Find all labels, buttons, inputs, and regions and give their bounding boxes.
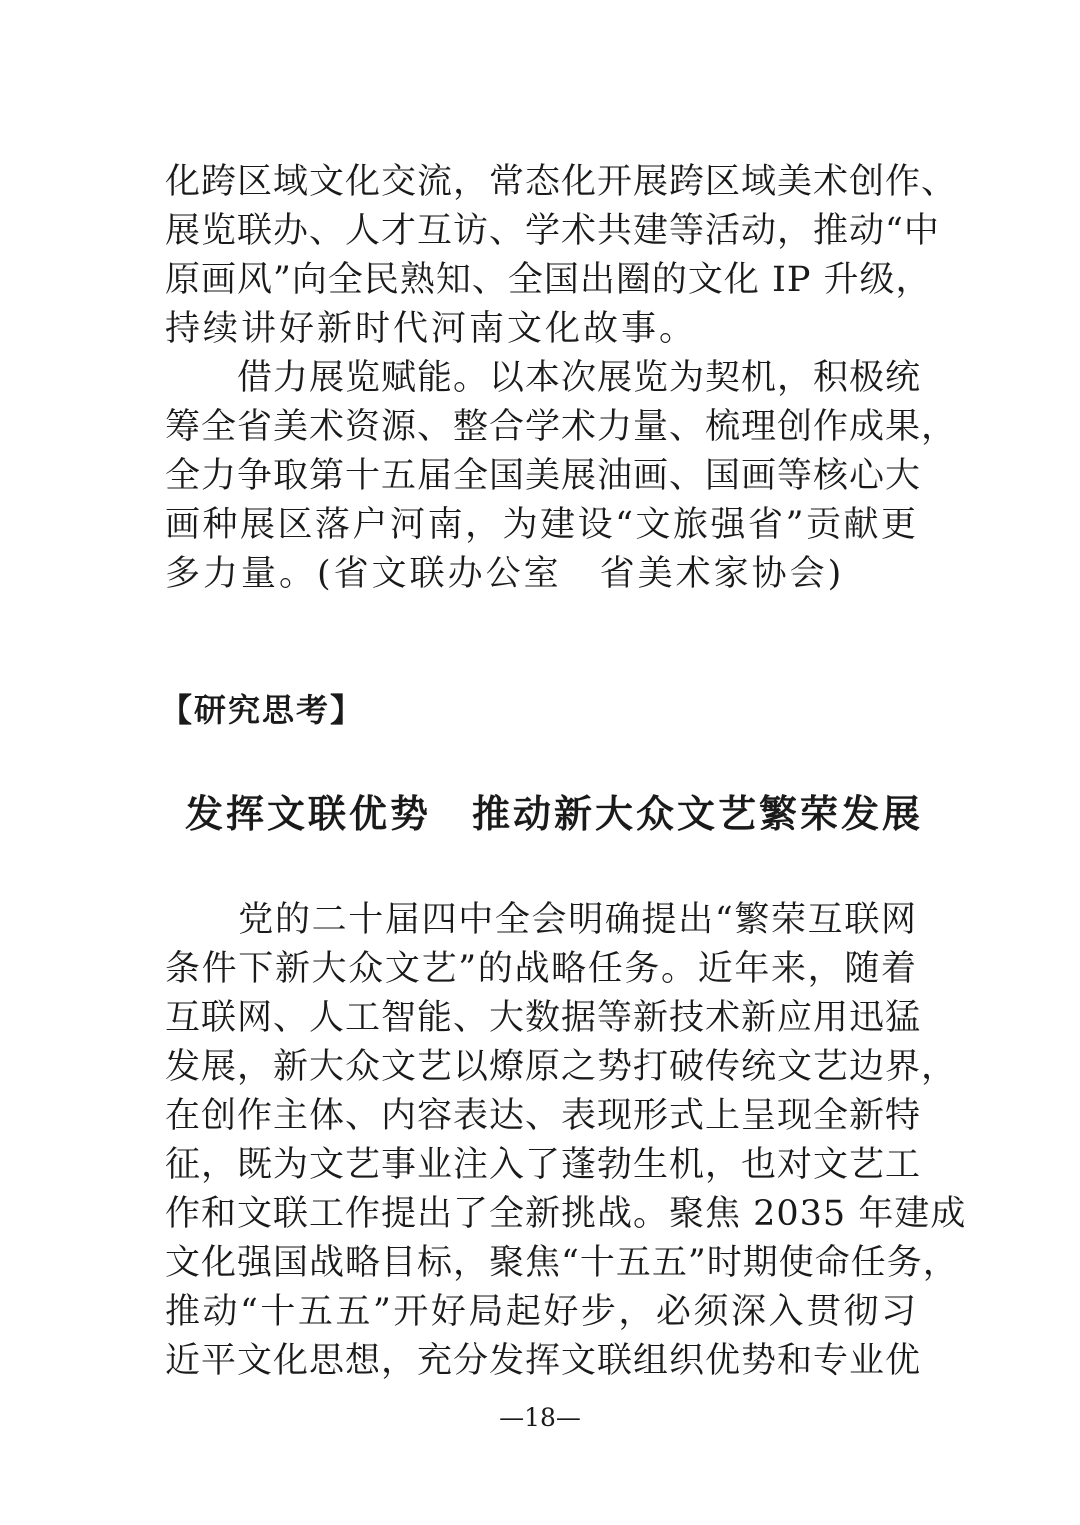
body-text-line: 在创作主体、内容表达、表现形式上呈现全新特 xyxy=(165,1096,922,1136)
body-text-line: 党的二十届四中全会明确提出“繁荣互联网 xyxy=(165,900,917,940)
article-title: 发挥文联优势 推动新大众文艺繁荣发展 xyxy=(185,791,924,836)
body-text-line: 推动“十五五”开好局起好步，必须深入贯彻习 xyxy=(165,1292,917,1332)
body-text-line: 多力量。(省文联办公室 省美术家协会) xyxy=(165,554,845,594)
section-label: 【研究思考】 xyxy=(160,691,365,729)
body-text-line: 原画风”向全民熟知、全国出圈的文化 IP 升级， xyxy=(165,260,932,300)
page-number: —18— xyxy=(499,1403,581,1432)
body-text-line: 全力争取第十五届全国美展油画、国画等核心大 xyxy=(165,456,922,496)
body-text-line: 画种展区落户河南，为建设“文旅强省”贡献更 xyxy=(165,505,917,545)
body-text-line: 条件下新大众文艺”的战略任务。近年来，随着 xyxy=(165,949,917,989)
body-text-line: 发展，新大众文艺以燎原之势打破传统文艺边界， xyxy=(165,1047,958,1087)
body-text-line: 借力展览赋能。以本次展览为契机，积极统 xyxy=(165,358,922,398)
body-text-line: 近平文化思想，充分发挥文联组织优势和专业优 xyxy=(165,1341,922,1381)
body-text-line: 文化强国战略目标，聚焦“十五五”时期使命任务， xyxy=(165,1243,959,1283)
body-text-line: 持续讲好新时代河南文化故事。 xyxy=(165,309,698,349)
body-text-line: 作和文联工作提出了全新挑战。聚焦 2035 年建成 xyxy=(165,1194,967,1234)
body-text-line: 互联网、人工智能、大数据等新技术新应用迅猛 xyxy=(165,998,922,1038)
body-text-line: 筹全省美术资源、整合学术力量、梳理创作成果， xyxy=(165,407,958,447)
body-text-line: 化跨区域文化交流，常态化开展跨区域美术创作、 xyxy=(165,162,958,202)
body-text-line: 征，既为文艺事业注入了蓬勃生机，也对文艺工 xyxy=(165,1145,922,1185)
body-text-line: 展览联办、人才互访、学术共建等活动，推动“中 xyxy=(165,211,940,251)
